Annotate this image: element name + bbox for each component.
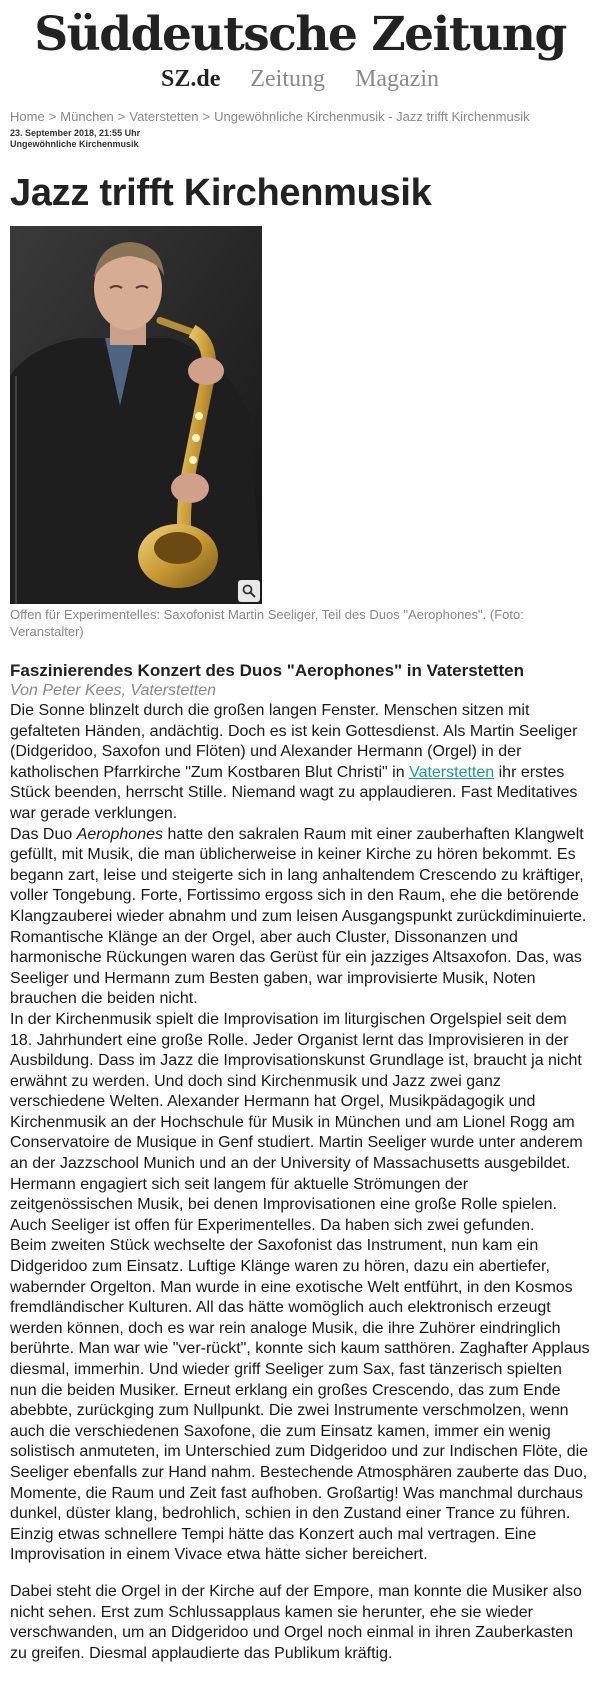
article-author: Von Peter Kees, Vaterstetten [10,682,217,699]
magnifier-icon [242,584,256,598]
zoom-button[interactable] [238,580,260,602]
main-nav [0,64,600,94]
paragraph: Dabei steht die Orgel in der Kirche auf der Empore, man konnte die Musiker also nicht sehen. Erst zum Schlussapplaus kamen sie herunter, ehe sie wieder verschwanden, um an Didgeridoo und Orgel noch einmal in ihren Zauberkasten zu greifen. Diesmal applaudierte das Publikum kräftig. [10,1582,582,1662]
breadcrumb-separator: > [202,109,211,124]
breadcrumb-separator: > [117,109,126,124]
sz-logo[interactable]: Süddeutsche Zeitung [34,7,566,62]
breadcrumb-home[interactable]: Home [10,109,45,124]
breadcrumb-current[interactable]: Ungewöhnliche Kirchenmusik - Jazz trifft Kirchenmusik [214,109,530,124]
breadcrumb-muenchen[interactable]: München [60,109,114,124]
vaterstetten-link[interactable]: Vaterstetten [409,763,495,781]
article-meta [10,128,590,150]
article-image[interactable] [10,226,262,604]
paragraph [10,701,590,825]
article-topic: Ungewöhnliche Kirchenmusik [10,139,139,149]
nav-sz-de[interactable]: SZ.de [161,66,221,92]
paragraph-text: ihr erstes Stück beenden, herrscht Stille. Niemand wagt zu applaudieren. Fast Meditatives war gerade verklungen. [10,763,578,822]
breadcrumb-separator: > [48,109,57,124]
image-caption: Offen für Experimentelles: Saxofonist Martin Seeliger, Teil des Duos "Aerophones". (Foto: Veranstalter) [10,607,524,639]
masthead [0,0,600,94]
paragraph-text: Die Sonne blinzelt durch die großen langen Fenster. Menschen sitzen mit gefalteten Händen, andächtig. Doch es ist kein Gottesdienst. Als Martin Seeliger (Didgeridoo, Saxofon und Flöten) und Alexander Hermann (Orgel) in der katholischen Pfarrkirche "Zum Kostbaren Blut Christi" in [10,702,578,781]
paragraph-text: Das Duo [10,825,77,843]
paragraph-text: hatte den sakralen Raum mit einer zauberhaften Klangwelt gefüllt, mit Musik, die man üblicherweise in keiner Kirche zu hören bekommt. Es begann zart, leise und steigerte sich in lang anhaltendem Crescendo zu kräftiger, voller Tongebung. Forte, Fortissimo ergoss sich in den Raum, ehe die betörende Klangzauberei wieder abnahm und zum leisen Ausgangspunkt zurückdiminuierte. Romantische Klänge an der Orgel, aber auch Cluster, Dissonanzen und harmonische Rückungen waren das Gerüst für ein jazziges Altsaxofon. Das, was Seeliger und Hermann zum Besten gaben, war improvisierte Musik, Noten brauchen die beiden nicht. [10,825,587,1008]
paragraph [10,825,590,1010]
saxophonist-photo [10,226,262,604]
breadcrumb [10,108,590,126]
nav-magazin[interactable]: Magazin [355,66,439,92]
paragraph: In der Kirchenmusik spielt die Improvisation im liturgischen Orgelspiel seit dem 18. Jahrhundert eine große Rolle. Jeder Organist lernt das Improvisieren in der Ausbildung. Dass im Jazz die Improvisationskunst Grundlage ist, braucht ja nicht erwähnt zu werden. Und doch sind Kirchenmusik und Jazz zwei ganz verschiedene Welten. Alexander Hermann hat Orgel, Musikpädagogik und Kirchenmusik an der Hochschule für Musik in München und am Lionel Rogg am Conservatoire de Musique in Genf studiert. Martin Seeliger wurde unter anderem an der Jazzschool Munich und an der University of Massachusetts ausgebildet. Hermann engagiert sich seit langem für aktuelle Strömungen der zeitgenössischen Musik, bei denen Improvisationen eine große Rolle spielen. Auch Seeliger ist offen für Experimentelles. Da haben sich zwei gefunden. [10,1010,583,1234]
breadcrumb-vaterstetten[interactable]: Vaterstetten [129,109,199,124]
article-body [10,701,590,1664]
paragraph: Beim zweiten Stück wechselte der Saxofonist das Instrument, nun kam ein Didgeridoo zum Einsatz. Luftige Klänge waren zu hören, dazu ein abertiefer, wabernder Orgelton. Man wurde in eine exotische Welt entführt, in den Kosmos fremdländischer Kulturen. All das hätte womöglich auch elektronisch erzeugt werden können, doch es war rein analoge Musik, die ihre Zuhörer eindringlich berührte. Man war wie "ver-rückt", konnte sich kaum satthören. Zaghafter Applaus diesmal, immerhin. Und wieder griff Seeliger zum Sax, fast tänzerisch spielten nun die beiden Musiker. Erneut erklang ein großes Crescendo, das zum Ende abebbte, zurückging zum Nullpunkt. Die zwei Instrumente verschmolzen, wenn auch die verschiedenen Saxofone, die zum Einsatz kamen, immer ein wenig solistisch anmuteten, im Unterschied zum Didgeridoo und zur Indischen Flöte, die Seeliger ebenfalls zur Hand nahm. Bestechende Atmosphären zauberte das Duo, Momente, die Raum und Zeit fast aufhoben. Großartig! Was manchmal durchaus dunkel, düster klang, bedrohlich, schien in den Zustand einer Trance zu führen. Einzig etwas schnellere Tempi hätte das Konzert auch mal vertragen. Eine Improvisation in einem Vivace etwa hätte sicher bereichert. [10,1237,590,1564]
article-date: 23. September 2018, 21:55 Uhr [10,128,141,138]
article-subheadline: Faszinierendes Konzert des Duos "Aerophones" in Vaterstetten [10,661,524,680]
article-headline: Jazz trifft Kirchenmusik [10,172,432,214]
nav-zeitung[interactable]: Zeitung [250,66,326,92]
duo-name: Aerophones [76,825,163,843]
